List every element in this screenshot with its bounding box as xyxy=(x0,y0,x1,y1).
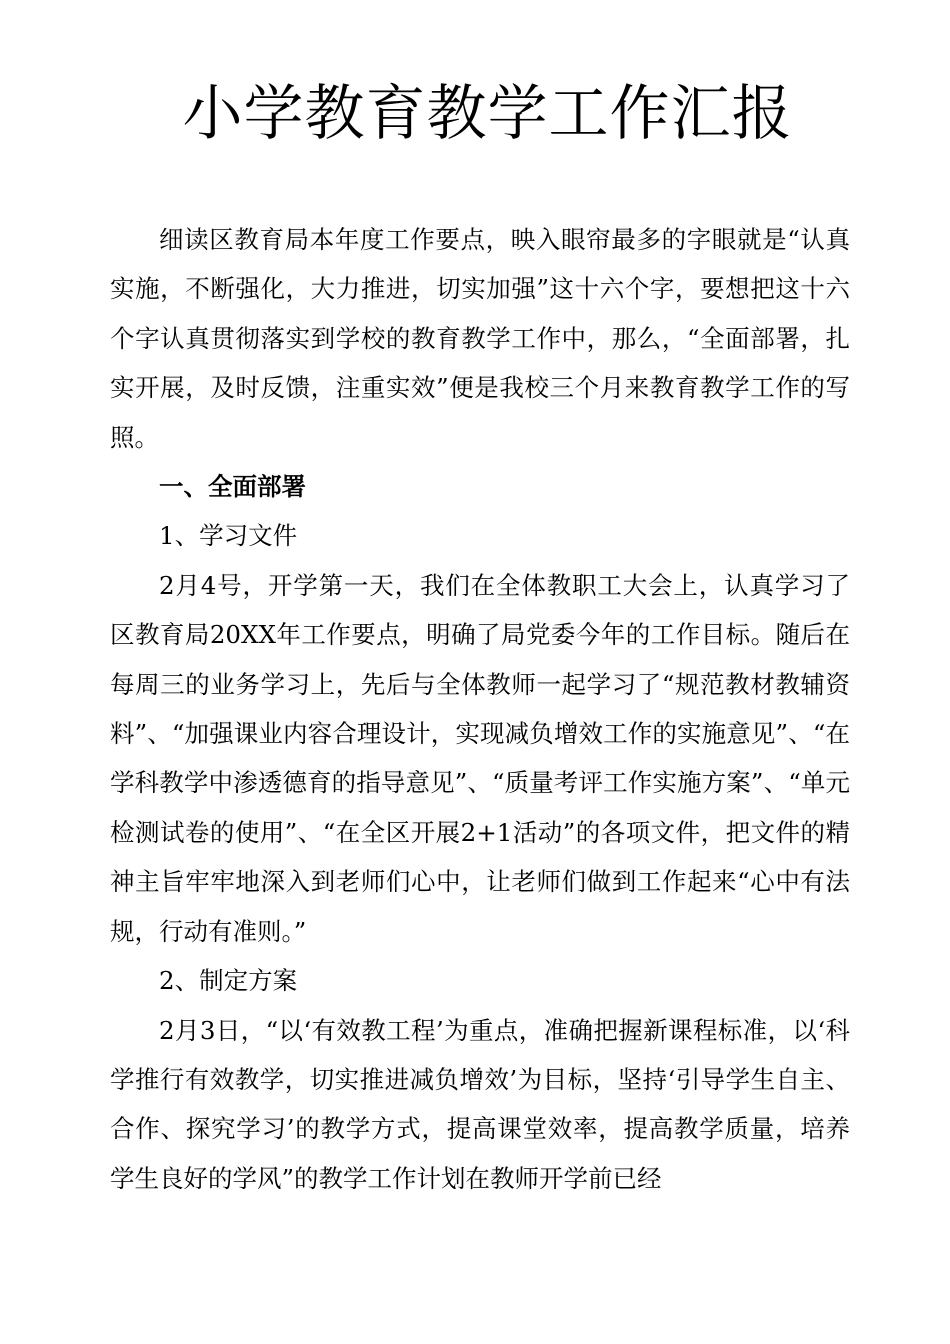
subheading-study-documents: 1、学习文件 xyxy=(159,521,298,551)
document-body xyxy=(110,215,850,1203)
paragraph-study-documents: 2月4号，开学第一天，我们在全体教职工大会上，认真学习了区教育局20XX年工作要点，明确了局党委今年的工作目标。随后在每周三的业务学习上，先后与全体教师一起学习了“规范教材教辅资料”、“加强课业内容合理设计，实现减负增效工作的实施意见”、“在学科教学中渗透德育的指导意见”、“质量考评工作实施方案”、“单元检测试卷的使用”、“在全区开展2+1活动”的各项文件，把文件的精神主旨牢牢地深入到老师们心中，让老师们做到工作起来“心中有法规，行动有准则。” xyxy=(110,570,850,946)
document-title: 小学教育教学工作汇报 xyxy=(182,79,793,149)
subheading-make-plan: 2、制定方案 xyxy=(159,966,298,996)
paragraph-make-plan: 2月3日，“以‘有效教工程’为重点，准确把握新课程标准，以‘科学推行有效教学，切实推进减负增效’为目标，坚持‘引导学生自主、合作、探究学习’的教学方式，提高课堂效率，提高教学质量，培养学生良好的学风”的教学工作计划在教师开学前已经 xyxy=(110,1015,850,1193)
section-heading-deployment: 一、全面部署 xyxy=(159,472,306,502)
intro-paragraph: 细读区教育局本年度工作要点，映入眼帘最多的字眼就是“认真实施，不断强化，大力推进，切实加强”这十六个字，要想把这十六个字认真贯彻落实到学校的教育教学工作中，那么，“全面部署，扎实开展，及时反馈，注重实效”便是我校三个月来教育教学工作的写照。 xyxy=(110,225,850,452)
